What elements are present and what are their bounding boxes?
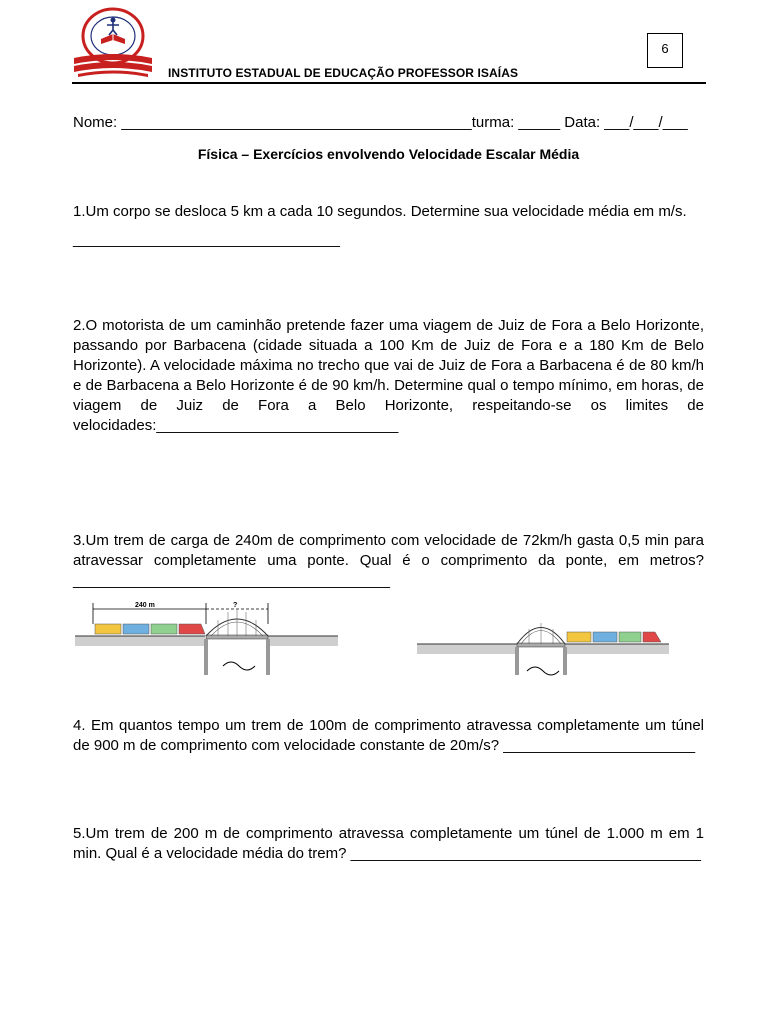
question-3-text: 3.Um trem de carga de 240m de comprimento com velocidade de 72km/h gasta 0,5 min para atravessar completamente uma ponte. Qual é o comprimento da ponte, em metros? ______________________________________ xyxy=(73,532,704,589)
institution-name: INSTITUTO ESTADUAL DE EDUCAÇÃO PROFESSOR ISAÍAS xyxy=(168,66,519,80)
question-1-answer-line: ________________________________ xyxy=(73,231,340,248)
question-2-text: 2.O motorista de um caminhão pretende fazer uma viagem de Juiz de Fora a Belo Horizonte, passando por Barbacena (cidade situada a 100 Km de Juiz de Fora e a 180 Km de Belo Horizonte). A velocidade máxima no trecho que vai de Juiz de Fora a Barbacena é de 80 km/h e de Barbacena a Belo Horizonte é de 90 km/h. Determine qual o tempo mínimo, em horas, de viagem de Juiz de Fora a Belo Horizonte, respeitando-se os limites de velocidades:_____________________________ xyxy=(73,317,704,434)
header-divider xyxy=(72,82,706,84)
train-length-label: 240 m xyxy=(135,602,155,609)
page-number-box: 6 xyxy=(647,33,683,68)
page-title: Física – Exercícios envolvendo Velocidade Escalar Média xyxy=(197,146,580,162)
question-4-text: 4. Em quantos tempo um trem de 100m de comprimento atravessa completamente um túnel de 900 m de comprimento com velocidade constante de 20m/s? _______________________ xyxy=(73,717,704,754)
train-bridge-figure-before xyxy=(73,598,339,676)
question-5-text: 5.Um trem de 200 m de comprimento atravessa completamente um túnel de 1.000 m em 1 min. Qual é a velocidade média do trem? __________________________________________ xyxy=(73,825,704,862)
question-1-text: 1.Um corpo se desloca 5 km a cada 10 segundos. Determine sua velocidade média em m/s. xyxy=(73,203,687,220)
student-info-line: Nome: __________________________________________turma: _____ Data: ___/___/___ xyxy=(73,114,688,131)
school-logo xyxy=(72,6,154,78)
bridge-length-label: ? xyxy=(233,602,238,609)
train-bridge-figure-after xyxy=(415,615,671,680)
